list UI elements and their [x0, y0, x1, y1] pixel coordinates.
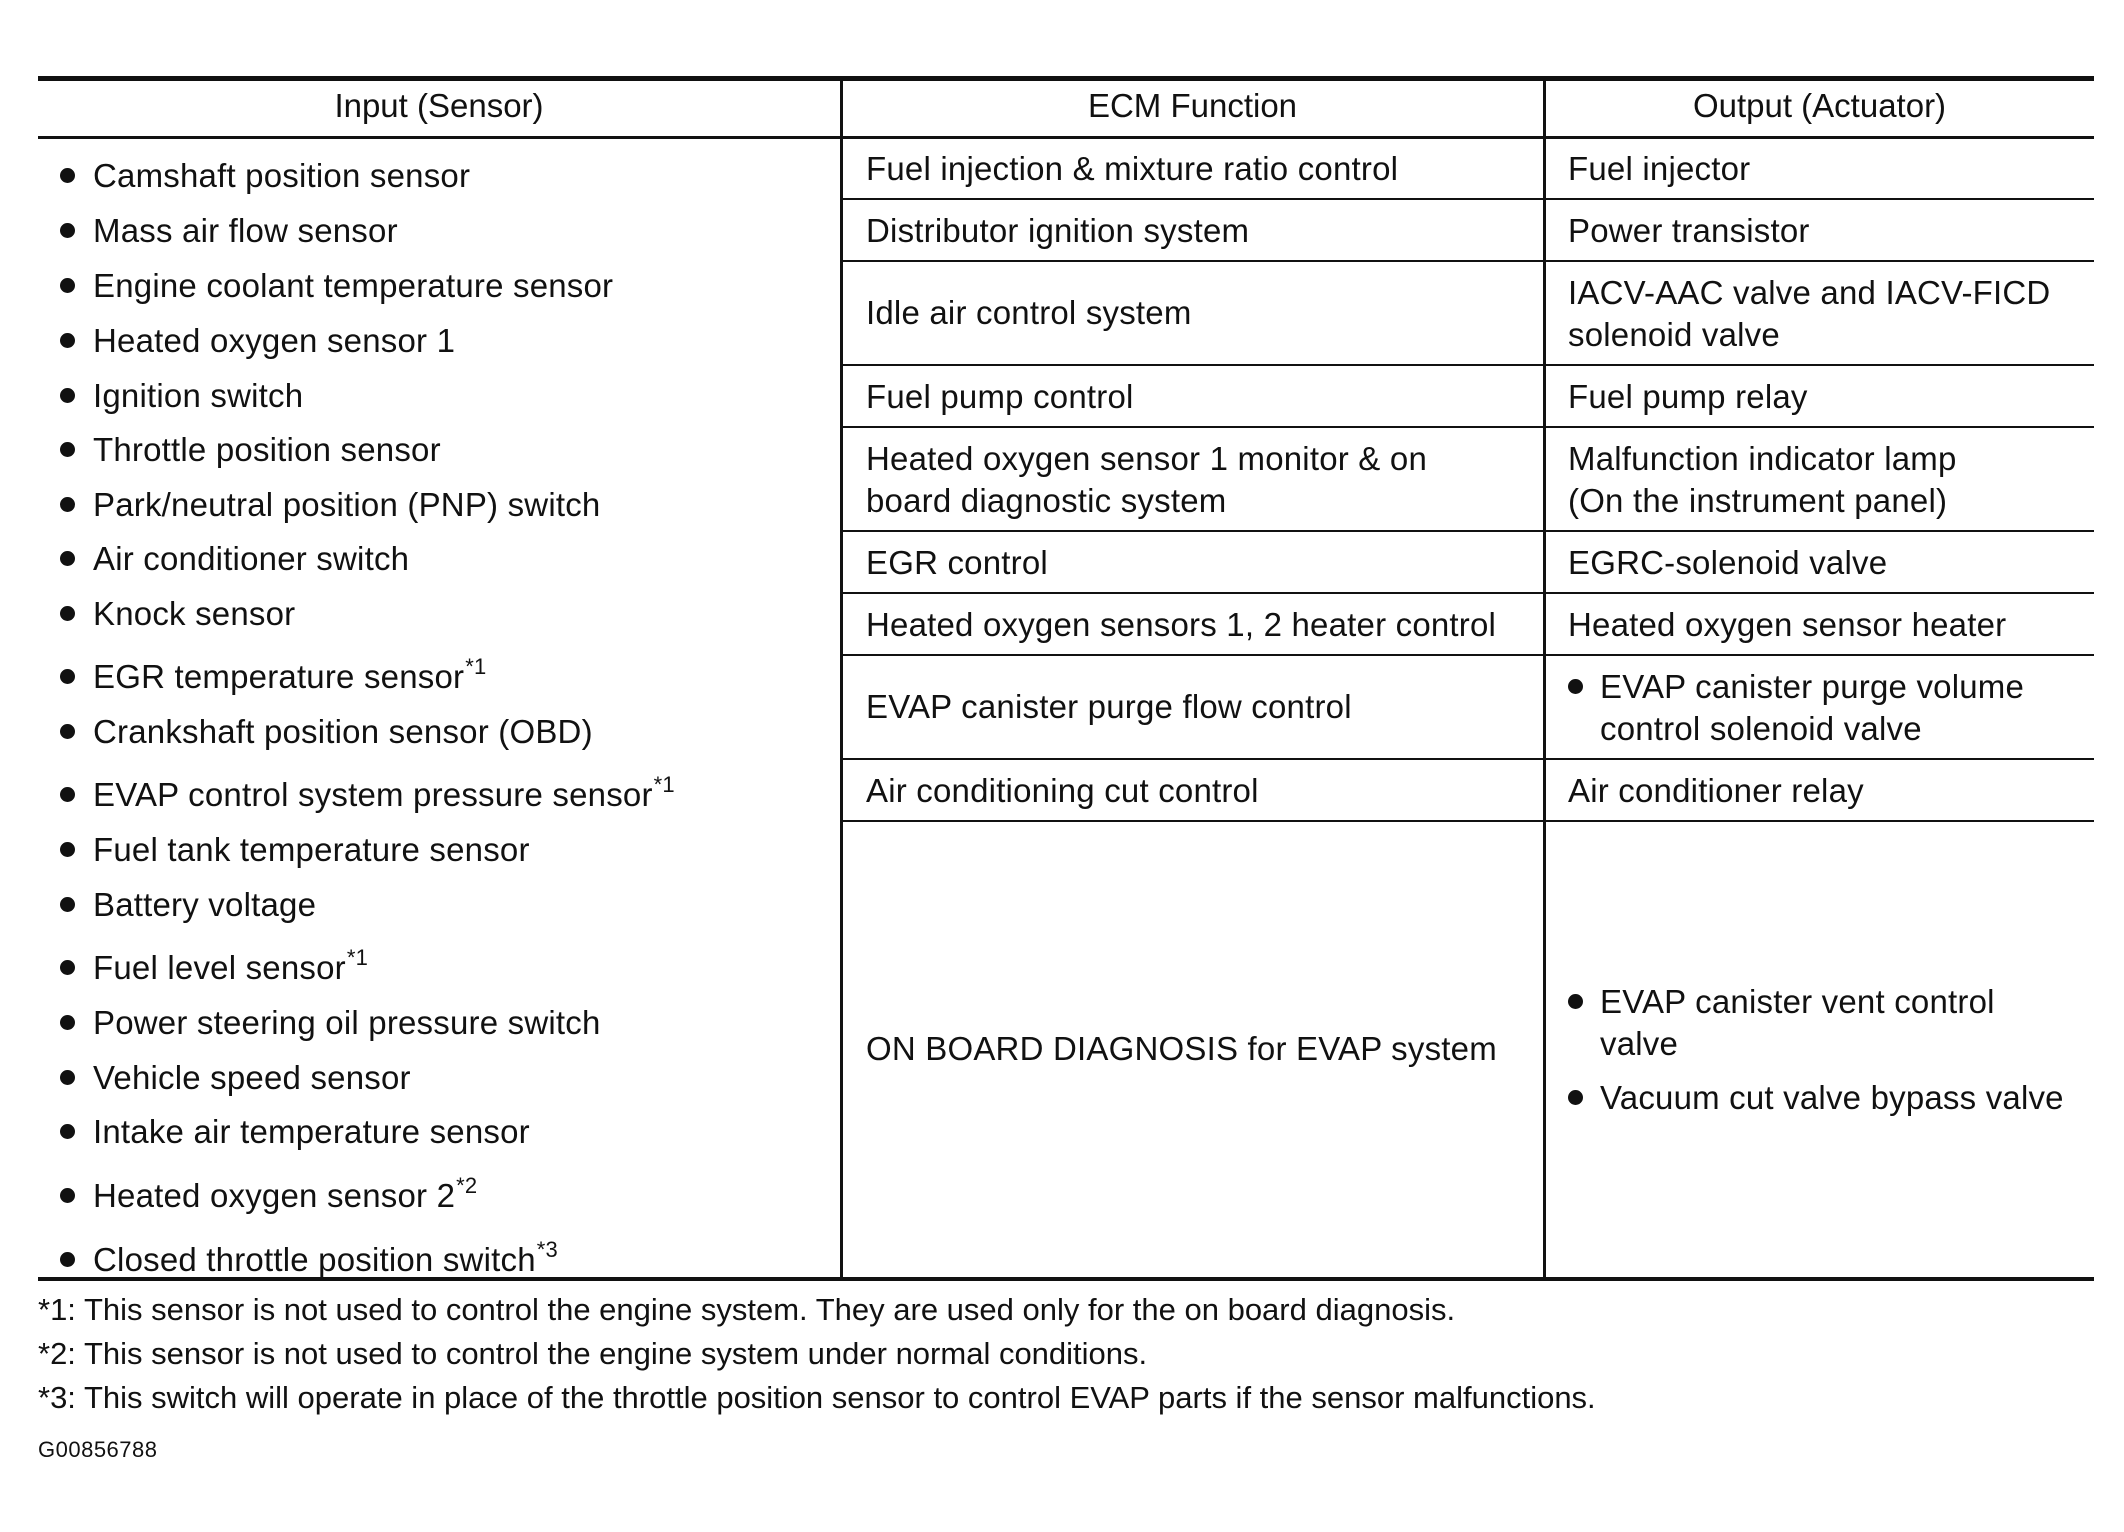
sensor-label: Battery voltage	[93, 886, 317, 923]
output-cell: valve	[1600, 1025, 1679, 1062]
bullet-icon	[60, 842, 75, 857]
bullet-icon	[60, 787, 75, 802]
output-cell: solenoid valve	[1568, 316, 1780, 353]
bullet-icon	[60, 388, 75, 403]
sensor-label: Fuel tank temperature sensor	[93, 831, 530, 868]
function-cell: Heated oxygen sensor 1 monitor & on	[866, 440, 1427, 477]
sensor-label: Ignition switch	[93, 377, 304, 414]
header-bottom-rule	[38, 136, 2094, 139]
bullet-icon	[60, 1252, 75, 1267]
sensor-label: Air conditioner switch	[93, 540, 410, 577]
output-cell: Heated oxygen sensor heater	[1568, 606, 2007, 643]
bullet-icon	[60, 1188, 75, 1203]
output-cell: EVAP canister vent control	[1600, 983, 1995, 1020]
sensor-label: Engine coolant temperature sensor	[93, 267, 614, 304]
sensor-label: Throttle position sensor	[93, 431, 441, 468]
sensor-label: Mass air flow sensor	[93, 212, 398, 249]
bullet-icon	[60, 168, 75, 183]
bullet-icon	[60, 606, 75, 621]
footnote-ref: *1	[346, 945, 369, 970]
sensor-label: EGR temperature sensor$^{*1}$	[93, 654, 487, 695]
output-cell: Air conditioner relay	[1568, 772, 1864, 809]
sensor-label: Intake air temperature sensor	[93, 1113, 530, 1150]
bullet-icon	[1568, 994, 1583, 1009]
figure-code: G00856788	[38, 1437, 158, 1462]
function-cell: EVAP canister purge flow control	[866, 688, 1352, 725]
row-separator	[842, 198, 2094, 200]
footnote-1: *1: This sensor is not used to control the engine system. They are used only for the on board diagnosis.	[38, 1292, 1456, 1327]
bullet-icon	[60, 497, 75, 512]
sensor-label: Heated oxygen sensor 1	[93, 322, 456, 359]
ecm-io-table	[38, 76, 2094, 1280]
row-separator	[842, 530, 2094, 532]
bullet-icon	[60, 442, 75, 457]
function-cell: Fuel pump control	[866, 378, 1134, 415]
row-separator	[842, 592, 2094, 594]
row-separator	[842, 654, 2094, 656]
function-cell: board diagnostic system	[866, 482, 1227, 519]
sensor-label: EVAP control system pressure sensor$^{*1}$	[93, 772, 675, 813]
footnote-3: *3: This switch will operate in place of the throttle position sensor to control EVAP parts if the sensor malfunctions.	[38, 1380, 1596, 1415]
bullet-icon	[60, 278, 75, 293]
footnote-ref: *2	[456, 1173, 478, 1198]
function-cell: Idle air control system	[866, 294, 1192, 331]
output-cell: Fuel pump relay	[1568, 378, 1808, 415]
sensor-label: Crankshaft position sensor (OBD)	[93, 713, 593, 750]
output-cell: EVAP canister purge volume	[1600, 668, 2025, 705]
bullet-icon	[1568, 679, 1583, 694]
row-separator	[842, 364, 2094, 366]
table-top-rule	[38, 76, 2094, 81]
sensor-label: Knock sensor	[93, 595, 296, 632]
sensor-label: Closed throttle position switch$^{*3}$	[93, 1237, 558, 1278]
row-separator	[842, 820, 2094, 822]
sensor-label: Vehicle speed sensor	[93, 1059, 411, 1096]
bullet-icon	[1568, 1090, 1583, 1105]
output-cell: IACV-AAC valve and IACV-FICD	[1568, 274, 2051, 311]
bullet-icon	[60, 1015, 75, 1030]
sensor-label: Power steering oil pressure switch	[93, 1004, 601, 1041]
row-separator	[842, 426, 2094, 428]
function-cell: Heated oxygen sensors 1, 2 heater control	[866, 606, 1497, 643]
header-input: Input (Sensor)	[334, 87, 544, 124]
function-cell: Distributor ignition system	[866, 212, 1250, 249]
sensor-label: Heated oxygen sensor 2$^{*2}$	[93, 1173, 478, 1214]
output-cell: (On the instrument panel)	[1568, 482, 1948, 519]
function-cell: Fuel injection & mixture ratio control	[866, 150, 1399, 187]
output-cell: Malfunction indicator lamp	[1568, 440, 1957, 477]
footnote-2: *2: This sensor is not used to control the engine system under normal conditions.	[38, 1336, 1148, 1371]
output-cell: Vacuum cut valve bypass valve	[1600, 1079, 2064, 1116]
bullet-icon	[60, 724, 75, 739]
footnote-ref: *1	[465, 654, 487, 679]
footnote-ref: *3	[536, 1237, 558, 1262]
row-separator	[842, 758, 2094, 760]
sensor-label: Park/neutral position (PNP) switch	[93, 486, 601, 523]
bullet-icon	[60, 223, 75, 238]
output-cell: Power transistor	[1568, 212, 1810, 249]
row-separator	[842, 260, 2094, 262]
sensor-label: Fuel level sensor$^{*1}$	[93, 945, 369, 986]
column-divider-1	[840, 78, 843, 1278]
footnote-ref: *1	[653, 772, 675, 797]
bullet-icon	[60, 669, 75, 684]
bullet-icon	[60, 960, 75, 975]
sensor-label: Camshaft position sensor	[93, 157, 471, 194]
bullet-icon	[60, 551, 75, 566]
bullet-icon	[60, 1070, 75, 1085]
bullet-icon	[60, 897, 75, 912]
column-divider-2	[1543, 78, 1546, 1278]
output-cell: Fuel injector	[1568, 150, 1751, 187]
bullet-icon	[60, 1124, 75, 1139]
output-cell: EGRC-solenoid valve	[1568, 544, 1888, 581]
bullet-icon	[60, 333, 75, 348]
header-function: ECM Function	[1087, 87, 1298, 124]
function-cell: ON BOARD DIAGNOSIS for EVAP system	[866, 1030, 1497, 1067]
function-cell: Air conditioning cut control	[866, 772, 1259, 809]
header-output: Output (Actuator)	[1692, 87, 1947, 124]
function-cell: EGR control	[866, 544, 1048, 581]
output-cell: control solenoid valve	[1600, 710, 1922, 747]
